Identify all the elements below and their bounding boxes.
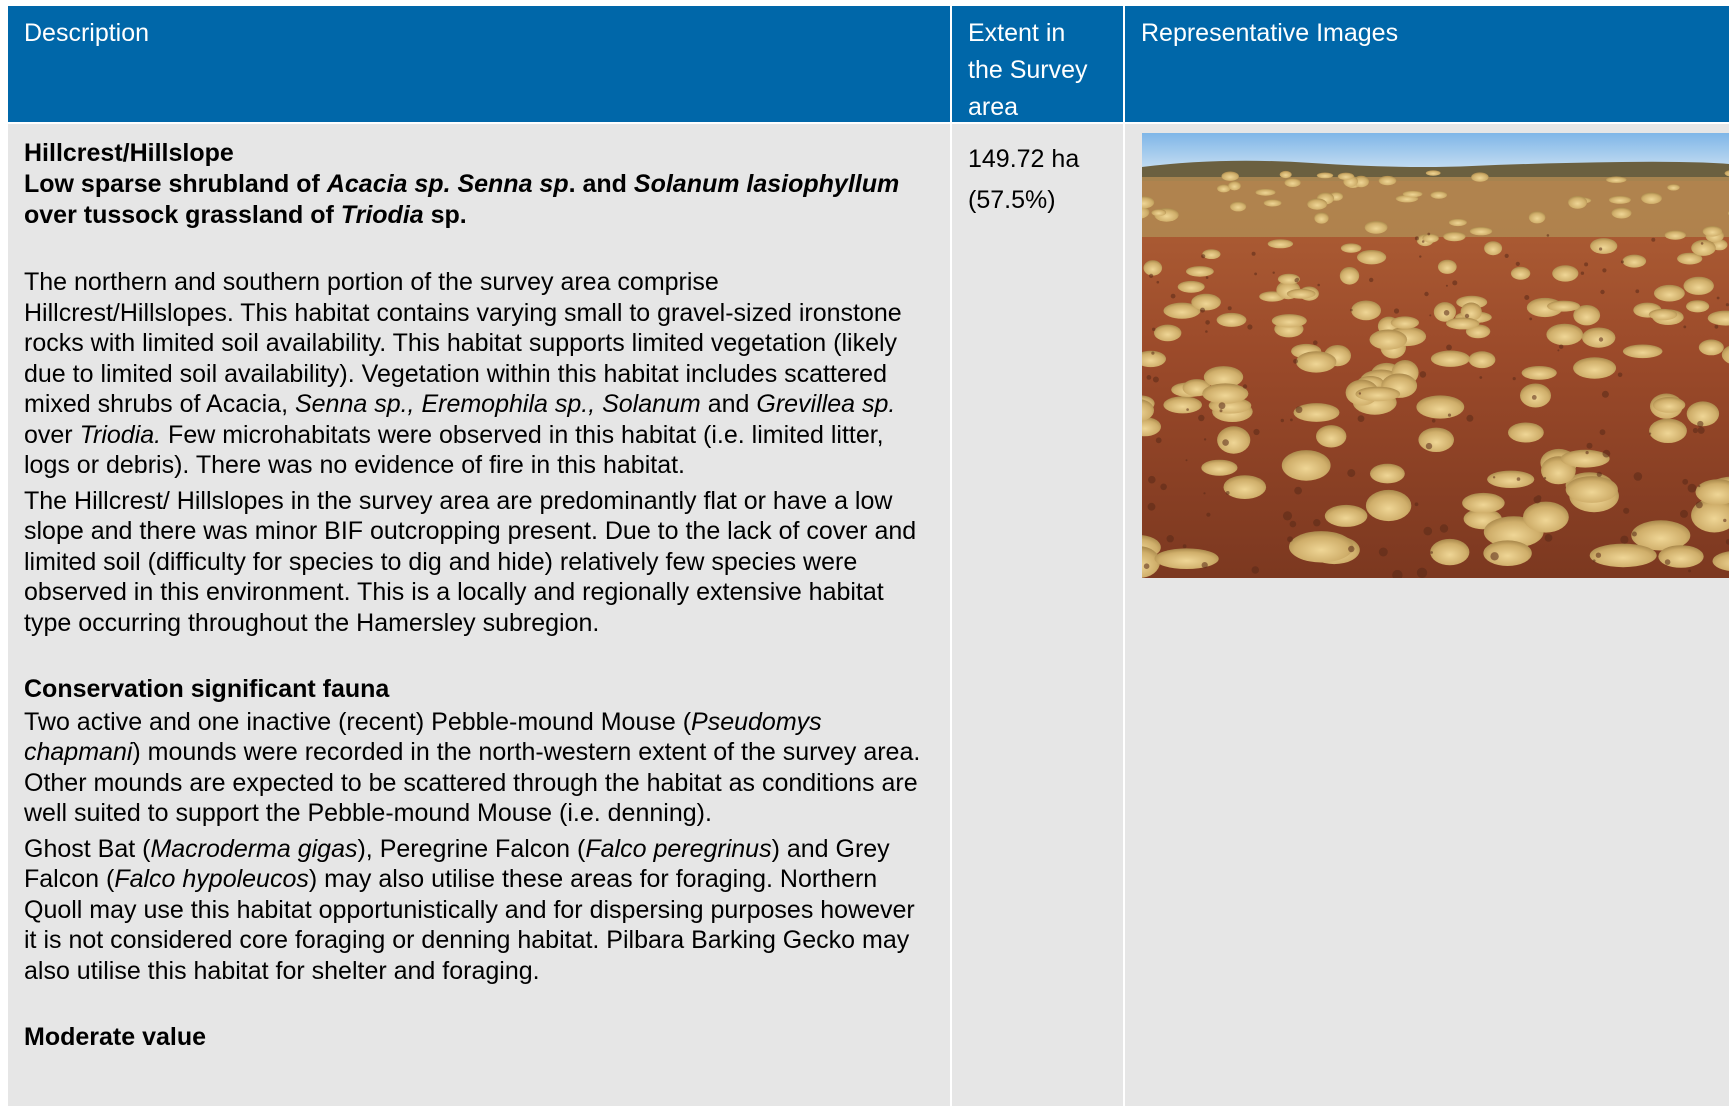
ironstone-rock	[1593, 559, 1596, 562]
extent-header-line-2: the Survey	[968, 56, 1088, 84]
ironstone-rock	[1219, 402, 1226, 409]
ironstone-rock	[1290, 419, 1293, 422]
spinifex-tuft	[1665, 230, 1686, 239]
spinifex-tuft	[1484, 241, 1502, 255]
ironstone-rock	[1524, 295, 1529, 300]
spinifex-tuft	[1523, 502, 1569, 533]
spinifex-tuft	[1152, 209, 1167, 216]
extent-header	[952, 6, 1123, 122]
spinifex-tuft	[1416, 395, 1464, 418]
ironstone-rock	[1517, 477, 1521, 481]
ironstone-rock	[1444, 310, 1450, 316]
spinifex-tuft	[1370, 464, 1405, 484]
habitat-name: Hillcrest/Hillslope	[24, 139, 234, 167]
spinifex-tuft	[1438, 260, 1457, 274]
spinifex-tuft	[1431, 191, 1448, 199]
spinifex-tuft	[1338, 173, 1354, 180]
spinifex-tuft	[1422, 234, 1438, 243]
value-heading: Moderate value	[24, 1023, 207, 1051]
spinifex-tuft	[1154, 325, 1181, 342]
ironstone-rock	[1715, 325, 1719, 329]
spinifex-tuft	[1462, 493, 1505, 513]
spinifex-tuft	[1546, 324, 1583, 346]
ironstone-rock	[1358, 415, 1365, 422]
habitat-paragraph-2: The Hillcrest/ Hillslopes in the survey area are predominantly flat or have a low slope and there was minor BIF outcropping present. Due to the lack of cover and limited soil (difficulty for species to dig and hide) relatively few species were observed in this environment. This is a locally and regionally extensive habitat type occurring throughout the Hamersley subregion.	[24, 486, 917, 637]
ironstone-rock	[1557, 349, 1559, 351]
ironstone-rock	[1682, 479, 1688, 485]
ironstone-rock	[1600, 429, 1606, 435]
spinifex-tuft	[1228, 181, 1241, 190]
spinifex-tuft	[1654, 285, 1685, 302]
extent-header-line-1: Extent in	[968, 19, 1066, 47]
ironstone-rock	[1283, 511, 1292, 520]
ironstone-rock	[1157, 281, 1160, 284]
ironstone-rock	[1287, 536, 1293, 542]
ironstone-rock	[1243, 384, 1247, 388]
ironstone-rock	[1651, 238, 1655, 242]
ironstone-rock	[1696, 501, 1703, 508]
spinifex-tuft	[1340, 267, 1359, 285]
description-cell	[8, 124, 950, 1106]
spinifex-tuft	[1186, 266, 1214, 277]
ironstone-rock	[1602, 391, 1609, 398]
ironstone-rock	[1201, 254, 1205, 258]
ironstone-rock	[1634, 472, 1643, 481]
ironstone-rock	[1171, 294, 1176, 299]
ironstone-rock	[1293, 359, 1298, 364]
ironstone-rock	[1424, 527, 1433, 536]
ironstone-rock	[1186, 408, 1189, 411]
ironstone-rock	[1623, 508, 1629, 514]
ironstone-rock	[1273, 272, 1275, 274]
ironstone-rock	[1513, 377, 1516, 380]
spinifex-tuft	[1287, 289, 1316, 299]
ironstone-rock	[1152, 328, 1155, 331]
fauna-paragraph-2: Ghost Bat (Macroderma gigas), Peregrine Falcon (Falco peregrinus) and Grey Falcon (Falco hypoleucos) may also utilise these areas for foraging. Northern Quoll may use this habitat opportunistically and for dispersing purposes however it is not considered core foraging or denning habitat. Pilbara Barking Gecko may also utilise this habitat for shelter and foraging.	[24, 834, 915, 985]
habitat-table	[8, 6, 1729, 1106]
ironstone-rock	[1717, 297, 1720, 300]
ironstone-rock	[1295, 278, 1299, 282]
description-header	[8, 6, 950, 122]
description-header-label: Description	[24, 19, 150, 47]
spinifex-tuft	[1623, 345, 1663, 359]
ironstone-rock	[1599, 337, 1603, 341]
spinifex-tuft	[1568, 196, 1587, 209]
ironstone-rock	[1153, 377, 1159, 383]
description-column	[8, 6, 950, 1106]
ironstone-rock	[1417, 568, 1427, 578]
ironstone-rock	[1144, 563, 1150, 569]
ironstone-rock	[1348, 546, 1354, 552]
ironstone-rock	[1426, 443, 1432, 449]
ironstone-rock	[1379, 548, 1388, 557]
spinifex-tuft	[1623, 255, 1647, 268]
spinifex-tuft	[1144, 260, 1163, 275]
ironstone-rock	[1252, 252, 1256, 256]
spinifex-tuft	[1426, 170, 1441, 175]
spinifex-tuft	[1202, 383, 1248, 403]
ironstone-rock	[1148, 476, 1156, 484]
ironstone-rock	[1599, 247, 1602, 250]
ironstone-rock	[1529, 318, 1532, 321]
spinifex-tuft	[1582, 328, 1615, 348]
vegetation-description: Low sparse shrubland of Acacia sp. Senna sp. and Solanum lasiophyllum over tussock grassland of Triodia sp.	[24, 170, 900, 229]
spinifex-tuft	[1609, 196, 1631, 204]
spinifex-tuft	[1224, 475, 1267, 499]
spinifex-tuft	[1201, 460, 1237, 476]
extent-percentage: (57.5%)	[968, 186, 1056, 214]
ironstone-rock	[1148, 503, 1156, 511]
ironstone-rock	[1723, 519, 1726, 522]
ironstone-rock	[1632, 532, 1637, 537]
spinifex-tuft	[1703, 226, 1722, 237]
ironstone-rock	[1688, 569, 1691, 572]
ironstone-rock	[1294, 487, 1302, 495]
spinifex-tuft	[1191, 294, 1221, 311]
ironstone-rock	[1618, 373, 1623, 378]
spinifex-tuft	[1443, 232, 1465, 241]
ironstone-rock	[1206, 276, 1209, 279]
spinifex-tuft	[1653, 397, 1685, 413]
ironstone-rock	[1149, 274, 1153, 278]
spinifex-tuft	[1471, 172, 1488, 181]
spinifex-tuft	[1566, 476, 1618, 503]
spinifex-tuft	[1686, 300, 1709, 312]
ironstone-rock	[1635, 289, 1639, 293]
spinifex-tuft	[1282, 450, 1331, 481]
ironstone-rock	[1683, 326, 1686, 329]
ironstone-rock	[1415, 236, 1419, 240]
ironstone-rock	[1452, 280, 1457, 285]
spinifex-tuft	[1317, 173, 1333, 179]
ironstone-rock	[1427, 233, 1430, 236]
ironstone-rock	[1620, 536, 1628, 544]
ironstone-rock	[1415, 502, 1419, 506]
images-cell	[1125, 124, 1729, 1106]
spinifex-tuft	[1285, 178, 1301, 187]
ironstone-rock	[1701, 242, 1704, 245]
ironstone-rock	[1186, 459, 1188, 461]
ironstone-rock	[1448, 414, 1451, 417]
spinifex-tuft	[1430, 539, 1469, 565]
spinifex-tuft	[1178, 281, 1205, 293]
habitat-paragraph-1: The northern and southern portion of the survey area comprise Hillcrest/Hillslopes. This habitat contains varying small to gravel-sized ironstone rocks with limited soil availability. This habitat supports limited vegetation (likely due to limited soil availability). Vegetation within this habitat includes scattered mixed shrubs of Acacia, Senna sp., Eremophila sp., Solanum and Grevillea sp. over Triodia. Few microhabitats were observed in this habitat (i.e. limited litter, logs or debris). There was no evidence of fire in this habitat.	[24, 268, 902, 479]
spinifex-tuft	[1469, 351, 1496, 368]
ironstone-rock	[1296, 406, 1303, 413]
spinifex-tuft	[1470, 227, 1492, 235]
spinifex-tuft	[1272, 314, 1307, 327]
ironstone-rock	[1516, 262, 1520, 266]
ironstone-rock	[1252, 566, 1260, 574]
ironstone-rock	[1432, 419, 1436, 423]
ironstone-rock	[1167, 535, 1174, 542]
spinifex-tuft	[1289, 531, 1353, 562]
spinifex-tuft	[1355, 387, 1400, 402]
ironstone-rock	[1369, 278, 1373, 282]
spinifex-tuft	[1699, 340, 1724, 356]
ironstone-rock	[1430, 551, 1433, 554]
spinifex-tuft	[1366, 490, 1411, 521]
ironstone-rock	[1313, 340, 1318, 345]
ironstone-rock	[1493, 476, 1495, 478]
ironstone-rock	[1394, 308, 1399, 313]
spinifex-tuft	[1264, 199, 1282, 206]
images-header	[1125, 6, 1729, 122]
ironstone-rock	[1206, 513, 1210, 517]
ironstone-rock	[1584, 262, 1588, 266]
spinifex-tuft	[1561, 450, 1610, 468]
ironstone-rock	[1420, 371, 1427, 378]
spinifex-tuft	[1391, 316, 1419, 328]
ironstone-rock	[1205, 330, 1208, 333]
spinifex-tuft	[1365, 221, 1388, 234]
spinifex-tuft	[1511, 267, 1530, 280]
ironstone-rock	[1253, 429, 1259, 435]
ironstone-rock	[1490, 552, 1498, 560]
images-column	[1125, 6, 1729, 1106]
ironstone-rock	[1228, 306, 1232, 310]
spinifex-tuft	[1230, 202, 1246, 212]
ironstone-rock	[1446, 345, 1452, 351]
ironstone-rock	[1698, 427, 1705, 434]
habitat-photo	[1142, 133, 1729, 578]
spinifex-tuft	[1606, 177, 1626, 183]
spinifex-tuft	[1256, 189, 1276, 196]
spinifex-tuft	[1217, 313, 1247, 327]
spinifex-tuft	[1508, 423, 1544, 443]
ironstone-rock	[1151, 352, 1154, 355]
spinifex-tuft	[1155, 548, 1219, 569]
spinifex-tuft	[1163, 396, 1202, 413]
ironstone-rock	[1359, 392, 1361, 394]
spinifex-tuft	[1341, 243, 1361, 252]
spinifex-tuft	[1403, 191, 1423, 198]
ironstone-rock	[1203, 492, 1205, 494]
extent-cell	[952, 124, 1123, 1106]
ironstone-rock	[1649, 433, 1651, 435]
spinifex-tuft	[1351, 301, 1381, 321]
spinifex-tuft	[1522, 366, 1557, 380]
ironstone-rock	[1559, 345, 1563, 349]
extent-header-line-3: area	[968, 93, 1019, 121]
ironstone-rock	[1226, 491, 1230, 495]
ironstone-rock	[1597, 472, 1602, 477]
ironstone-rock	[1602, 268, 1606, 272]
spinifex-tuft	[1667, 184, 1680, 190]
ironstone-rock	[1147, 375, 1152, 380]
ironstone-rock	[1547, 234, 1550, 237]
spinifex-tuft	[1222, 172, 1239, 181]
ironstone-rock	[1183, 544, 1187, 548]
ironstone-rock	[1198, 415, 1204, 421]
spinifex-tuft	[1658, 545, 1703, 568]
spinifex-tuft	[1649, 419, 1687, 443]
spinifex-tuft	[1357, 250, 1386, 264]
ironstone-rock	[1313, 519, 1320, 526]
ironstone-rock	[1317, 284, 1320, 287]
ironstone-rock	[1465, 314, 1469, 318]
spinifex-tuft	[1370, 330, 1408, 350]
ironstone-rock	[1419, 255, 1421, 257]
spinifex-tuft	[1280, 171, 1292, 178]
hillslope-landscape-image	[1142, 133, 1729, 578]
spinifex-tuft	[1449, 219, 1467, 226]
spinifex-tuft	[1325, 505, 1368, 527]
ironstone-rock	[1600, 290, 1604, 294]
ironstone-rock	[1281, 419, 1284, 422]
spinifex-tuft	[1307, 199, 1327, 210]
ironstone-rock	[1688, 484, 1697, 493]
spinifex-tuft	[1483, 540, 1531, 566]
ironstone-rock	[1621, 260, 1624, 263]
ironstone-rock	[1422, 240, 1425, 243]
ironstone-rock	[1532, 395, 1537, 400]
spinifex-tuft	[1268, 239, 1293, 248]
spinifex-tuft	[1316, 425, 1346, 447]
spinifex-tuft	[1547, 301, 1580, 312]
ironstone-rock	[1205, 320, 1210, 325]
ironstone-rock	[1440, 524, 1448, 532]
ironstone-rock	[1220, 409, 1223, 412]
spinifex-tuft	[1379, 176, 1397, 185]
spinifex-tuft	[1217, 426, 1250, 453]
ironstone-rock	[1350, 309, 1353, 312]
ironstone-rock	[1347, 469, 1355, 477]
extent-hectares: 149.72 ha	[968, 145, 1080, 173]
ironstone-rock	[1290, 521, 1297, 528]
ironstone-rock	[1479, 376, 1482, 379]
spinifex-tuft	[1431, 351, 1470, 367]
ironstone-rock	[1466, 415, 1473, 422]
ironstone-rock	[1424, 292, 1428, 296]
ironstone-rock	[1697, 421, 1703, 427]
ironstone-rock	[1581, 272, 1584, 275]
spinifex-tuft	[1418, 428, 1454, 452]
fauna-paragraph-1: Two active and one inactive (recent) Pebble-mound Mouse (Pseudomys chapmani) mounds were recorded in the north-western extent of the survey area. Other mounds are expected to be scattered through the habitat as conditions are well suited to support the Pebble-mound Mouse (i.e. denning).	[24, 707, 921, 827]
ironstone-rock	[1596, 553, 1601, 558]
ironstone-rock	[1586, 451, 1589, 454]
ironstone-rock	[1665, 559, 1671, 565]
ironstone-rock	[1204, 438, 1206, 440]
spinifex-tuft	[1590, 238, 1617, 254]
spinifex-tuft	[1691, 240, 1716, 256]
ironstone-rock	[1536, 495, 1542, 501]
ironstone-rock	[1222, 439, 1229, 446]
extent-column	[952, 6, 1123, 1106]
ironstone-rock	[1247, 324, 1252, 329]
ironstone-rock	[1545, 534, 1553, 542]
ironstone-rock	[1544, 477, 1546, 479]
spinifex-tuft	[1202, 249, 1220, 259]
spinifex-tuft	[1573, 357, 1616, 378]
ironstone-rock	[1429, 314, 1431, 316]
ironstone-rock	[1587, 443, 1593, 449]
spinifex-tuft	[1487, 471, 1534, 488]
spinifex-tuft	[1446, 318, 1479, 330]
spinifex-tuft	[1314, 212, 1328, 223]
spinifex-tuft	[1529, 211, 1546, 223]
ironstone-rock	[1202, 562, 1208, 568]
ironstone-rock	[1680, 510, 1688, 518]
spinifex-tuft	[1641, 193, 1662, 204]
spinifex-tuft	[1296, 351, 1336, 372]
ironstone-rock	[1254, 273, 1257, 276]
spinifex-tuft	[1612, 208, 1632, 219]
spinifex-tuft	[1684, 277, 1714, 295]
conservation-heading: Conservation significant fauna	[24, 675, 390, 703]
ironstone-rock	[1156, 437, 1162, 443]
ironstone-rock	[1446, 285, 1448, 287]
spinifex-tuft	[1552, 265, 1578, 281]
ironstone-rock	[1160, 484, 1167, 491]
images-header-label: Representative Images	[1141, 19, 1399, 47]
ironstone-rock	[1603, 450, 1611, 458]
ironstone-rock	[1693, 428, 1698, 433]
ironstone-rock	[1200, 308, 1205, 313]
spinifex-tuft	[1649, 309, 1677, 320]
ironstone-rock	[1698, 485, 1700, 487]
ironstone-rock	[1505, 254, 1509, 258]
